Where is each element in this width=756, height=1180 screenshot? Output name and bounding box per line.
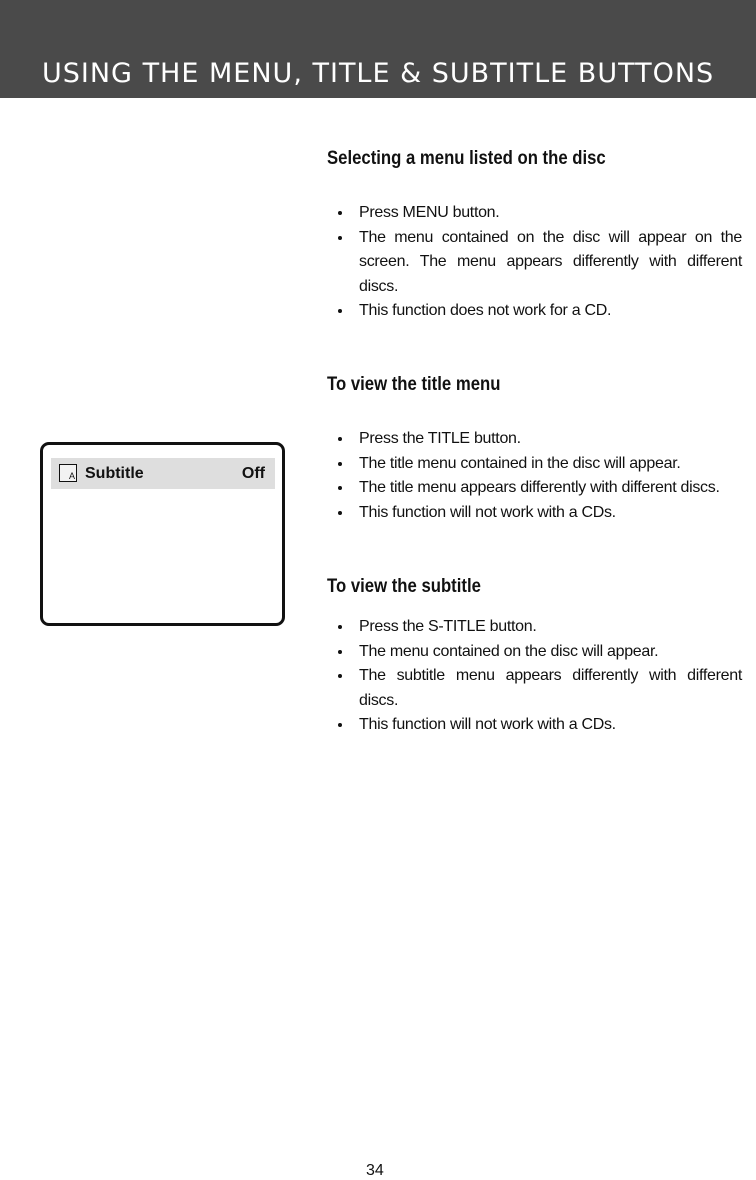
bullet-dot-icon [338,437,342,441]
bullet-dot-icon [338,625,342,629]
list-item: The menu contained on the disc will appear on the screen. The menu appears differently with different discs. [327,226,742,300]
bullet-dot-icon [338,462,342,466]
bullet-dot-icon [338,486,342,490]
list-item: The subtitle menu appears differently with different discs. [327,664,742,713]
bullet-dot-icon [338,650,342,654]
tv-screen-illustration [40,442,285,626]
list-item: The title menu contained in the disc will appear. [327,452,742,477]
section-menu [327,147,742,324]
list-item: The menu contained on the disc will appear. [327,640,742,665]
bullet-dot-icon [338,723,342,727]
osd-subtitle-label: Subtitle [85,465,144,482]
list-item: Press MENU button. [327,201,742,226]
bullet-dot-icon [338,236,342,240]
osd-subtitle-value: Off [241,465,265,482]
bullet-list-menu [327,201,742,324]
section-title-menu [327,373,742,525]
list-item: This function will not work with a CDs. [327,713,742,738]
bullet-dot-icon [338,309,342,313]
bullet-list-subtitle [327,615,742,738]
bullet-dot-icon [338,511,342,515]
list-item: The title menu appears differently with different discs. [327,476,742,501]
list-item: This function does not work for a CD. [327,299,742,324]
bullet-dot-icon [338,211,342,215]
section-heading-title-menu: To view the title menu [327,374,501,395]
subtitle-icon-letter: A [68,471,75,481]
subtitle-icon [59,464,77,482]
section-heading-subtitle: To view the subtitle [327,576,481,597]
list-item: Press the S-TITLE button. [327,615,742,640]
osd-subtitle-bar [51,458,275,489]
section-subtitle [327,575,742,738]
page-number: 34 [366,1162,384,1179]
page-title: USING THE MENU, TITLE & SUBTITLE BUTTONS [42,58,715,89]
list-item: Press the TITLE button. [327,427,742,452]
bullet-dot-icon [338,674,342,678]
list-item: This function will not work with a CDs. [327,501,742,526]
section-heading-menu: Selecting a menu listed on the disc [327,148,606,169]
bullet-list-title-menu [327,427,742,525]
